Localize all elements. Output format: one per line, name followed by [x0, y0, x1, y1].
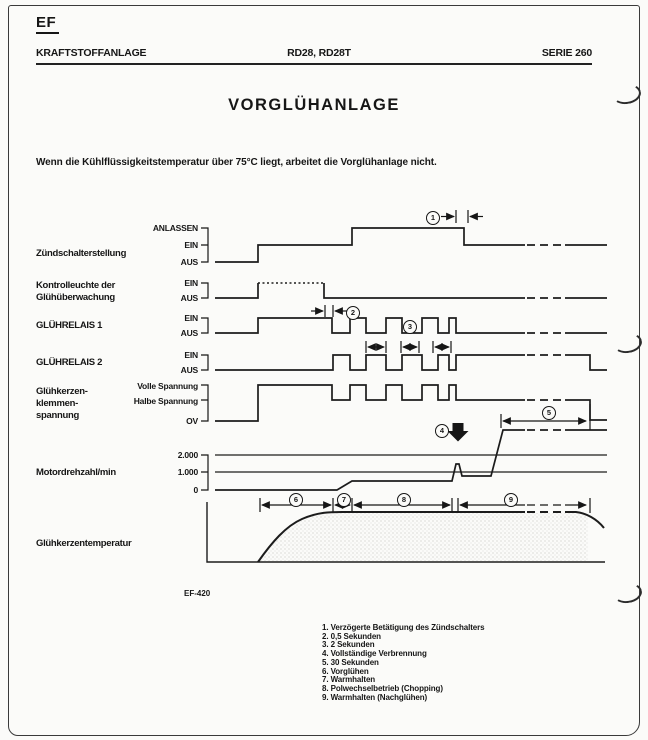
marker-circle-7: 7: [337, 493, 351, 507]
waveform-kontrolleuchte: [215, 283, 607, 298]
row-label-zuendschalter: Zündschalterstellung: [36, 248, 127, 259]
level-ein: EIN: [184, 278, 198, 288]
marker-circle-8: 8: [397, 493, 411, 507]
level-aus: AUS: [180, 365, 198, 375]
legend: [322, 624, 485, 702]
legend-item: 1. Verzögerte Betätigung des Zündschalters: [322, 623, 485, 632]
marker-circle-2: 2: [346, 306, 360, 320]
section-code: EF: [36, 14, 59, 34]
waveform-temperatur: [207, 502, 605, 562]
marker-circle-3: 3: [403, 320, 417, 334]
waveform-zuendschalter: [215, 228, 607, 262]
header-right: SERIE 260: [541, 47, 592, 59]
level-aus: AUS: [180, 257, 198, 267]
waveform-motordrehzahl: [215, 430, 607, 490]
row-label-gluehrelais2: GLÜHRELAIS 2: [36, 357, 103, 368]
legend-item: 4. Vollständige Verbrennung: [322, 649, 427, 659]
level-aus: AUS: [180, 328, 198, 338]
level-ein: EIN: [184, 313, 198, 323]
level-0v: OV: [186, 416, 198, 426]
level-anlassen: ANLASSEN: [152, 223, 198, 233]
marker-circle-9: 9: [504, 493, 518, 507]
legend-item: 3. 2 Sekunden: [322, 640, 375, 650]
marker-circle-5: 5: [542, 406, 556, 420]
page-title: VORGLÜHANLAGE: [228, 96, 400, 114]
row-label-gluehrelais1: GLÜHRELAIS 1: [36, 320, 103, 331]
row-label-motordrehzahl: Motordrehzahl/min: [36, 467, 116, 478]
level-2000: 2.000: [177, 450, 198, 460]
legend-item: 6. Vorglühen: [322, 666, 369, 676]
marker-circle-1: 1: [426, 211, 440, 225]
legend-item: 5. 30 Sekunden: [322, 657, 379, 667]
row-label-kontrolleuchte-2: Glühüberwachung: [36, 292, 115, 303]
legend-item: 2. 0,5 Sekunden: [322, 631, 381, 641]
row-label-spannung-2: klemmen-: [36, 398, 78, 409]
level-1000: 1.000: [177, 467, 198, 477]
marker-circle-6: 6: [289, 493, 303, 507]
figure-code: EF-420: [184, 589, 211, 598]
level-halbe-spannung: Halbe Spannung: [133, 396, 198, 406]
legend-item: 9. Warmhalten (Nachglühen): [322, 692, 428, 702]
marker-circle-4: 4: [435, 424, 449, 438]
intro-text: Wenn die Kühlflüssigkeitstemperatur über 75°C liegt, arbeitet die Vorglühanlage nicht.: [36, 157, 437, 168]
combustion-arrow-icon: [448, 423, 469, 442]
row-label-temperatur: Glühkerzentemperatur: [36, 538, 132, 549]
row-label-spannung-1: Glühkerzen-: [36, 386, 88, 397]
row-label-spannung-3: spannung: [36, 410, 79, 421]
level-ein: EIN: [184, 240, 198, 250]
level-0: 0: [193, 485, 198, 495]
dimension-marks: [260, 210, 590, 513]
row-label-kontrolleuchte-1: Kontrolleuchte der: [36, 280, 116, 291]
legend-item: 8. Polwechselbetrieb (Chopping): [322, 683, 443, 693]
header-left: KRAFTSTOFFANLAGE: [36, 47, 147, 59]
level-volle-spannung: Volle Spannung: [137, 381, 198, 391]
level-brackets: [201, 228, 208, 490]
waveform-gluehrelais2: [215, 355, 607, 370]
level-aus: AUS: [180, 293, 198, 303]
legend-item: 7. Warmhalten: [322, 675, 376, 685]
header-center: RD28, RD28T: [287, 47, 351, 59]
level-ein: EIN: [184, 350, 198, 360]
